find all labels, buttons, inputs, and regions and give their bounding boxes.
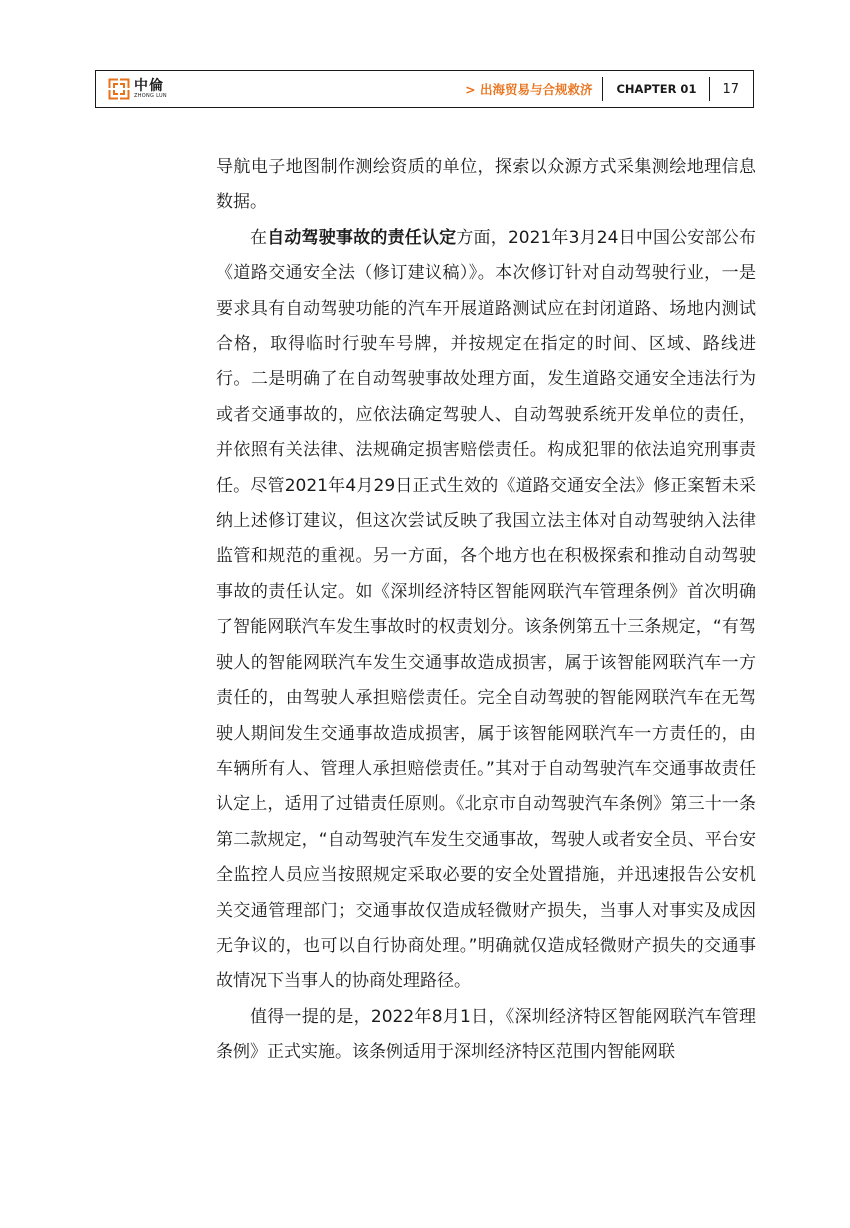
paragraph-lead: 在 — [250, 227, 268, 248]
paragraph-continued: 导航电子地图制作测绘资质的单位，探索以众源方式采集测绘地理信息数据。 — [216, 157, 756, 213]
chapter-label: CHAPTER 01 — [616, 82, 697, 96]
logo-english-text: ZHONG LUN — [134, 93, 167, 99]
page-number: 17 — [722, 81, 739, 97]
logo-mark-icon — [108, 78, 130, 100]
zhonglun-logo — [108, 78, 167, 100]
page-header — [95, 70, 754, 108]
paragraph-body: 方面，2021年3月24日中国公安部公布《道路交通安全法（修订建议稿）》。本次修订针对自动驾驶行业，一是要求具有自动驾驶功能的汽车开展道路测试应在封闭道路、场地内测试合格，取得临时行驶车号牌，并按规定在指定的时间、区域、路线进行。二是明确了在自动驾驶事故处理方面，发生道路交通安全违法行为或者交通事故的，应依法确定驾驶人、自动驾驶系统开发单位的责任，并依照有关法律、法规确定损害赔偿责任。构成犯罪的依法追究刑事责任。尽管2021年4月29日正式生效的《道路交通安全法》修正案暂未采纳上述修订建议，但这次尝试反映了我国立法主体对自动驾驶纳入法律监管和规范的重视。另一方面，各个地方也在积极探索和推动自动驾驶事故的责任认定。如《深圳经济特区智能网联汽车管理条例》首次明确了智能网联汽车发生事故时的权责划分。该条例第五十三条规定，“有驾驶人的智能网联汽车发生交通事故造成损害，属于该智能网联汽车一方责任的，由驾驶人承担赔偿责任。完全自动驾驶的智能网联汽车在无驾驶人期间发生交通事故造成损害，属于该智能网联汽车一方责任的，由车辆所有人、管理人承担赔偿责任。”其对于自动驾驶汽车交通事故责任认定上，适用了过错责任原则。《北京市自动驾驶汽车条例》第三十一条第二款规定，“自动驾驶汽车发生交通事故，驾驶人或者安全员、平台安全监控人员应当按照规定采取必要的安全处置措施，并迅速报告公安机关交通管理部门；交通事故仅造成轻微财产损失，当事人对事实及成因无争议的，也可以自行协商处理。”明确就仅造成轻微财产损失的交通事故情况下当事人的协商处理路径。 — [216, 227, 757, 992]
paragraph-shenzhen: 值得一提的是，2022年8月1日，《深圳经济特区智能网联汽车管理条例》正式实施。该条例适用于深圳经济特区范围内智能网联 — [216, 1006, 756, 1063]
paragraph-bold-term: 自动驾驶事故的责任认定 — [267, 227, 457, 248]
logo-chinese-text: 中倫 — [134, 78, 164, 94]
body-text — [216, 150, 756, 1071]
paragraph-liability — [216, 221, 756, 1000]
section-title: > 出海贸易与合规救济 — [465, 82, 593, 97]
